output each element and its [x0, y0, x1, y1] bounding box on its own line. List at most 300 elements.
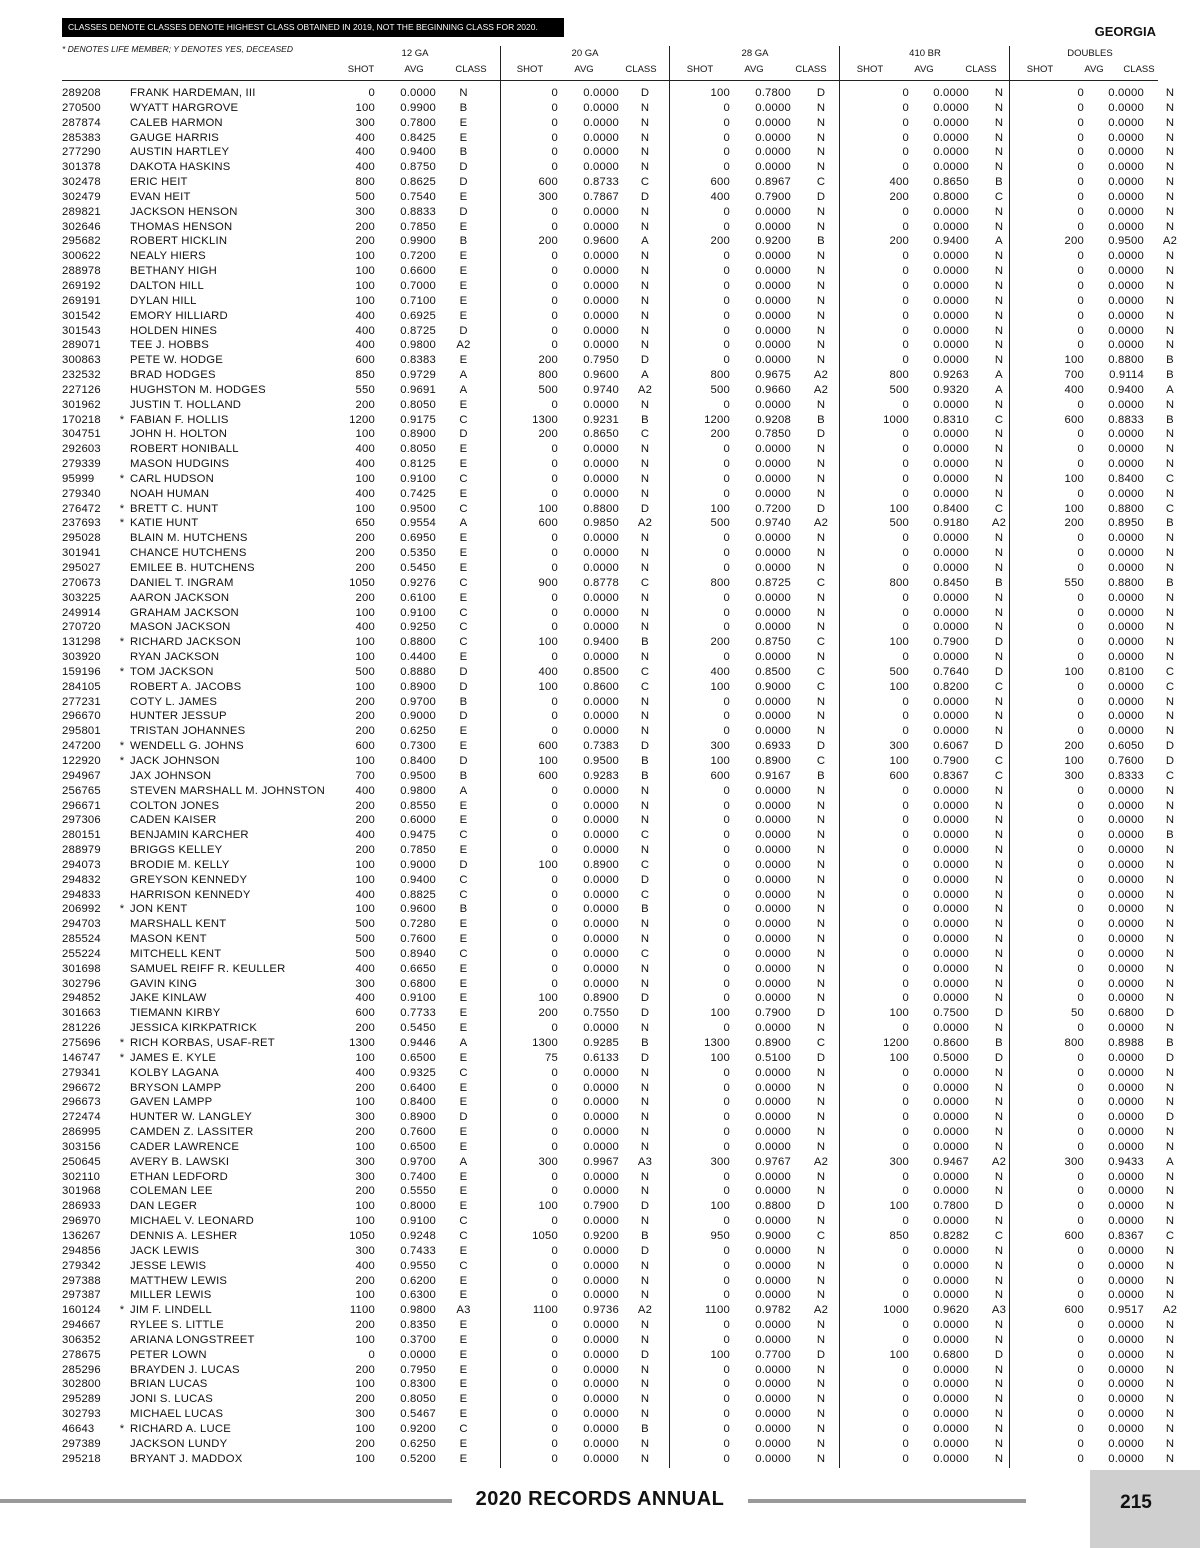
410br-shot: 0	[902, 1422, 909, 1435]
410br-avg: 0.0000	[933, 1170, 969, 1183]
12ga-avg: 0.7100	[400, 294, 436, 307]
410br-avg: 0.0000	[933, 398, 969, 411]
28ga-shot: 0	[723, 977, 730, 990]
doubles-avg: 0.0000	[1108, 1185, 1144, 1198]
20ga-avg: 0.0000	[583, 562, 619, 574]
20ga-avg: 0.0000	[583, 1319, 619, 1332]
28ga-shot: 0	[723, 472, 730, 485]
20ga-class: N	[640, 279, 650, 292]
doubles-class: B	[1166, 576, 1174, 589]
20ga-class: N	[640, 250, 650, 263]
12ga-avg: 0.9100	[400, 1215, 436, 1228]
410br-class: N	[994, 87, 1004, 99]
20ga-class: A	[641, 235, 649, 248]
12ga-avg: 0.8750	[400, 161, 436, 174]
20ga-shot: 0	[551, 814, 558, 827]
28ga-class: N	[816, 1185, 826, 1198]
12ga-avg: 0.9800	[400, 784, 436, 797]
20ga-class: N	[640, 918, 650, 931]
life-mark	[114, 1377, 130, 1392]
20ga-avg: 0.0000	[583, 888, 619, 901]
doubles-avg: 0.0000	[1108, 1081, 1144, 1094]
subheader-shot: SHOT	[347, 64, 375, 75]
28ga-avg: 0.7900	[755, 190, 791, 203]
doubles-class: N	[1165, 205, 1175, 218]
12ga-shot: 200	[355, 1081, 375, 1094]
doubles-class: N	[1165, 1185, 1175, 1198]
doubles-class: N	[1165, 1452, 1175, 1465]
28ga-avg: 0.0000	[755, 1378, 791, 1391]
12ga-shot: 100	[355, 754, 375, 767]
doubles-shot: 300	[1064, 1155, 1084, 1168]
doubles-avg: 0.0000	[1108, 250, 1144, 263]
28ga-shot: 0	[723, 651, 730, 664]
28ga-shot: 0	[723, 858, 730, 871]
28ga-shot: 0	[723, 918, 730, 931]
410br-avg: 0.8600	[933, 1037, 969, 1049]
20ga-shot: 0	[551, 1259, 558, 1272]
doubles-shot: 0	[1077, 992, 1084, 1005]
doubles-class: C	[1165, 680, 1175, 693]
doubles-shot: 0	[1077, 710, 1084, 723]
legend-note: * DENOTES LIFE MEMBER; Y DENOTES YES, DECEASED	[62, 44, 293, 54]
12ga-avg: 0.9250	[400, 621, 436, 634]
member-id: 292603	[62, 443, 101, 456]
20ga-avg: 0.0000	[583, 606, 619, 619]
28ga-class: N	[816, 279, 826, 292]
28ga-shot: 0	[723, 1170, 730, 1183]
20ga-shot: 600	[538, 176, 558, 189]
table-row	[62, 1392, 1196, 1407]
12ga-class: C	[459, 1215, 468, 1228]
12ga-class: E	[459, 1363, 468, 1376]
28ga-avg: 0.0000	[755, 487, 791, 500]
20ga-shot: 0	[551, 87, 558, 99]
410br-shot: 0	[902, 1215, 909, 1228]
20ga-avg: 0.8900	[583, 858, 619, 871]
member-id: 296970	[62, 1215, 101, 1228]
28ga-shot: 0	[723, 1333, 730, 1346]
table-row	[62, 769, 1196, 784]
410br-avg: 0.7900	[933, 636, 969, 649]
doubles-class: N	[1165, 1170, 1175, 1183]
28ga-avg: 0.0000	[755, 250, 791, 263]
member-name: BRYANT J. MADDOX	[130, 1452, 243, 1465]
28ga-shot: 0	[723, 1274, 730, 1287]
12ga-class: B	[459, 101, 468, 114]
doubles-avg: 0.0000	[1108, 621, 1144, 634]
28ga-shot: 500	[710, 517, 730, 530]
28ga-avg: 0.0000	[755, 146, 791, 159]
20ga-shot: 0	[551, 398, 558, 411]
410br-avg: 0.7500	[933, 1007, 969, 1020]
28ga-avg: 0.0000	[755, 443, 791, 456]
12ga-shot: 100	[355, 636, 375, 649]
12ga-shot: 400	[355, 784, 375, 797]
410br-class: N	[994, 784, 1004, 797]
doubles-class: N	[1165, 918, 1175, 931]
life-mark	[114, 932, 130, 947]
28ga-class: N	[816, 1170, 826, 1183]
doubles-shot: 0	[1077, 176, 1084, 189]
410br-avg: 0.0000	[933, 1140, 969, 1153]
28ga-shot: 0	[723, 398, 730, 411]
doubles-avg: 0.0000	[1108, 146, 1144, 159]
table-row	[62, 828, 1196, 843]
member-name: RYLEE S. LITTLE	[130, 1319, 224, 1332]
410br-class: N	[994, 1333, 1004, 1346]
life-mark	[114, 1170, 130, 1185]
410br-avg: 0.0000	[933, 1408, 969, 1421]
28ga-avg: 0.7850	[755, 428, 791, 441]
28ga-shot: 0	[723, 339, 730, 352]
28ga-class: A2	[813, 1155, 829, 1168]
20ga-shot: 0	[551, 1274, 558, 1287]
28ga-shot: 0	[723, 131, 730, 144]
12ga-shot: 500	[355, 665, 375, 678]
member-id: 297388	[62, 1274, 101, 1287]
12ga-shot: 400	[355, 962, 375, 975]
doubles-shot: 0	[1077, 220, 1084, 233]
410br-class: N	[994, 992, 1004, 1005]
20ga-shot: 0	[551, 1348, 558, 1361]
12ga-avg: 0.6650	[400, 962, 436, 975]
28ga-shot: 100	[710, 1051, 730, 1064]
28ga-avg: 0.0000	[755, 161, 791, 174]
life-mark	[114, 813, 130, 828]
12ga-avg: 0.9600	[400, 903, 436, 916]
20ga-class: N	[640, 814, 650, 827]
410br-shot: 0	[902, 87, 909, 99]
28ga-class: C	[816, 636, 826, 649]
table-row	[62, 546, 1196, 561]
20ga-avg: 0.0000	[583, 279, 619, 292]
doubles-class: D	[1165, 1111, 1175, 1124]
doubles-avg: 0.0000	[1108, 161, 1144, 174]
20ga-avg: 0.0000	[583, 844, 619, 857]
12ga-avg: 0.5200	[400, 1452, 436, 1465]
12ga-avg: 0.7850	[400, 220, 436, 233]
member-name: ERIC HEIT	[130, 176, 188, 189]
table-row	[62, 561, 1196, 576]
12ga-class: D	[459, 665, 468, 678]
12ga-class: E	[459, 992, 468, 1005]
table-row	[62, 1377, 1196, 1392]
doubles-avg: 0.0000	[1108, 844, 1144, 857]
life-mark	[114, 1244, 130, 1259]
doubles-avg: 0.0000	[1108, 918, 1144, 931]
28ga-class: N	[816, 1378, 826, 1391]
doubles-shot: 0	[1077, 903, 1084, 916]
doubles-shot: 0	[1077, 947, 1084, 960]
410br-class: N	[994, 1096, 1004, 1109]
28ga-class: N	[816, 1259, 826, 1272]
410br-shot: 800	[889, 369, 909, 382]
doubles-shot: 200	[1064, 517, 1084, 530]
410br-avg: 0.0000	[933, 933, 969, 946]
table-row	[62, 516, 1196, 531]
410br-class: N	[994, 1244, 1004, 1257]
20ga-avg: 0.9500	[583, 754, 619, 767]
subheader-class: CLASS	[1123, 64, 1155, 75]
doubles-shot: 0	[1077, 636, 1084, 649]
410br-class: N	[994, 458, 1004, 471]
doubles-shot: 0	[1077, 1348, 1084, 1361]
member-id: 170218	[62, 413, 101, 426]
20ga-avg: 0.8900	[583, 992, 619, 1005]
12ga-shot: 200	[355, 398, 375, 411]
20ga-shot: 0	[551, 131, 558, 144]
28ga-class: N	[816, 398, 826, 411]
20ga-avg: 0.0000	[583, 116, 619, 129]
12ga-class: E	[459, 294, 468, 307]
12ga-class: A	[459, 369, 468, 382]
life-mark	[114, 620, 130, 635]
doubles-avg: 0.0000	[1108, 977, 1144, 990]
28ga-shot: 0	[723, 1437, 730, 1450]
20ga-class: N	[640, 205, 650, 218]
12ga-avg: 0.8550	[400, 799, 436, 812]
12ga-class: E	[459, 458, 468, 471]
doubles-shot: 0	[1077, 1096, 1084, 1109]
table-row	[62, 606, 1196, 621]
20ga-class: C	[640, 680, 650, 693]
12ga-shot: 1200	[349, 413, 375, 426]
doubles-class: N	[1165, 339, 1175, 352]
410br-shot: 1200	[883, 1037, 909, 1049]
410br-avg: 0.8400	[933, 502, 969, 515]
member-id: 289208	[62, 87, 101, 99]
12ga-avg: 0.8900	[400, 680, 436, 693]
doubles-shot: 0	[1077, 1408, 1084, 1421]
20ga-class: D	[640, 87, 650, 99]
12ga-shot: 500	[355, 947, 375, 960]
12ga-avg: 0.7950	[400, 1363, 436, 1376]
life-mark: *	[119, 1304, 125, 1317]
12ga-avg: 0.8825	[400, 888, 436, 901]
doubles-shot: 0	[1077, 116, 1084, 129]
410br-avg: 0.0000	[933, 873, 969, 886]
12ga-avg: 0.9175	[400, 413, 436, 426]
12ga-shot: 200	[355, 1126, 375, 1139]
12ga-class: C	[459, 502, 468, 515]
28ga-shot: 0	[723, 591, 730, 604]
28ga-avg: 0.5100	[755, 1051, 791, 1064]
doubles-avg: 0.8333	[1108, 769, 1144, 782]
life-mark	[114, 294, 130, 309]
12ga-class: E	[459, 1274, 468, 1287]
28ga-avg: 0.6933	[755, 740, 791, 753]
410br-avg: 0.0000	[933, 487, 969, 500]
doubles-avg: 0.8800	[1108, 576, 1144, 589]
410br-shot: 100	[889, 1200, 909, 1213]
member-name: JAMES E. KYLE	[130, 1051, 217, 1064]
member-name: PETE W. HODGE	[130, 354, 223, 367]
28ga-avg: 0.0000	[755, 799, 791, 812]
12ga-shot: 200	[355, 532, 375, 545]
28ga-avg: 0.0000	[755, 591, 791, 604]
410br-avg: 0.0000	[933, 858, 969, 871]
table-row	[62, 1081, 1196, 1096]
28ga-avg: 0.9000	[755, 1229, 791, 1242]
410br-avg: 0.0000	[933, 947, 969, 960]
20ga-avg: 0.0000	[583, 1140, 619, 1153]
410br-avg: 0.0000	[933, 265, 969, 278]
12ga-class: E	[459, 1333, 468, 1346]
doubles-class: N	[1165, 933, 1175, 946]
20ga-class: N	[640, 101, 650, 114]
doubles-class: N	[1165, 1244, 1175, 1257]
doubles-class: N	[1165, 458, 1175, 471]
410br-avg: 0.0000	[933, 324, 969, 337]
12ga-shot: 200	[355, 1185, 375, 1198]
table-row	[62, 1214, 1196, 1229]
20ga-avg: 0.0000	[583, 829, 619, 842]
member-id: 227126	[62, 383, 101, 396]
doubles-avg: 0.0000	[1108, 962, 1144, 975]
12ga-shot: 400	[355, 829, 375, 842]
410br-shot: 0	[902, 1066, 909, 1079]
12ga-class: E	[459, 1051, 468, 1064]
member-id: 297387	[62, 1289, 101, 1302]
header-banner: CLASSES DENOTE CLASSES DENOTE HIGHEST CLASS OBTAINED IN 2019, NOT THE BEGINNING CLASS FOR 2020.	[62, 18, 564, 37]
410br-shot: 0	[902, 398, 909, 411]
410br-class: N	[994, 799, 1004, 812]
410br-shot: 1000	[883, 1304, 909, 1317]
life-mark: *	[119, 740, 125, 753]
20ga-shot: 0	[551, 725, 558, 738]
doubles-class: N	[1165, 1215, 1175, 1228]
28ga-class: N	[816, 947, 826, 960]
doubles-shot: 0	[1077, 591, 1084, 604]
12ga-shot: 100	[355, 1422, 375, 1435]
12ga-shot: 100	[355, 502, 375, 515]
doubles-class: C	[1165, 502, 1175, 515]
20ga-shot: 100	[538, 858, 558, 871]
doubles-avg: 0.0000	[1108, 190, 1144, 203]
12ga-avg: 0.7800	[400, 116, 436, 129]
12ga-shot: 1300	[349, 1037, 375, 1049]
28ga-shot: 0	[723, 101, 730, 114]
12ga-class: E	[459, 1022, 468, 1035]
28ga-avg: 0.0000	[755, 1244, 791, 1257]
member-name: DANIEL T. INGRAM	[130, 576, 234, 589]
doubles-class: N	[1165, 992, 1175, 1005]
20ga-class: N	[640, 562, 650, 574]
28ga-shot: 100	[710, 1007, 730, 1020]
28ga-shot: 0	[723, 1096, 730, 1109]
doubles-avg: 0.0000	[1108, 1244, 1144, 1257]
20ga-avg: 0.0000	[583, 339, 619, 352]
410br-shot: 0	[902, 428, 909, 441]
20ga-avg: 0.0000	[583, 1170, 619, 1183]
12ga-class: C	[459, 636, 468, 649]
table-row	[62, 338, 1196, 353]
doubles-shot: 0	[1077, 1289, 1084, 1302]
doubles-shot: 0	[1077, 1126, 1084, 1139]
410br-shot: 0	[902, 250, 909, 263]
20ga-avg: 0.9400	[583, 636, 619, 649]
doubles-class: N	[1165, 265, 1175, 278]
member-id: 249914	[62, 606, 101, 619]
28ga-shot: 0	[723, 265, 730, 278]
410br-shot: 0	[902, 131, 909, 144]
table-row	[62, 220, 1196, 235]
20ga-shot: 100	[538, 680, 558, 693]
20ga-shot: 100	[538, 636, 558, 649]
table-row	[62, 279, 1196, 294]
member-id: 278675	[62, 1348, 101, 1361]
12ga-class: D	[459, 1111, 468, 1124]
12ga-class: E	[459, 918, 468, 931]
20ga-class: N	[640, 977, 650, 990]
member-name: JESSE LEWIS	[130, 1259, 207, 1272]
20ga-class: N	[640, 1289, 650, 1302]
member-id: 279339	[62, 458, 101, 471]
28ga-shot: 0	[723, 354, 730, 367]
member-id: 296673	[62, 1096, 101, 1109]
410br-shot: 0	[902, 309, 909, 322]
28ga-avg: 0.0000	[755, 1259, 791, 1272]
doubles-shot: 0	[1077, 1259, 1084, 1272]
member-id: 280151	[62, 829, 101, 842]
doubles-class: N	[1165, 1066, 1175, 1079]
410br-class: N	[994, 1319, 1004, 1332]
doubles-shot: 600	[1064, 1229, 1084, 1242]
subheader-shot: SHOT	[516, 64, 544, 75]
12ga-class: C	[459, 1422, 468, 1435]
doubles-avg: 0.0000	[1108, 1126, 1144, 1139]
28ga-avg: 0.0000	[755, 1393, 791, 1406]
20ga-class: N	[640, 324, 650, 337]
doubles-class: N	[1165, 190, 1175, 203]
20ga-shot: 0	[551, 1081, 558, 1094]
410br-class: N	[994, 532, 1004, 545]
12ga-class: E	[459, 190, 468, 203]
28ga-class: N	[816, 205, 826, 218]
member-name: FRANK HARDEMAN, III	[130, 87, 256, 99]
member-name: JONI S. LUCAS	[130, 1393, 213, 1406]
12ga-avg: 0.9800	[400, 1304, 436, 1317]
12ga-avg: 0.7433	[400, 1244, 436, 1257]
doubles-avg: 0.8100	[1108, 665, 1144, 678]
20ga-shot: 0	[551, 933, 558, 946]
28ga-class: A2	[813, 369, 829, 382]
doubles-avg: 0.0000	[1108, 710, 1144, 723]
28ga-avg: 0.0000	[755, 1319, 791, 1332]
12ga-shot: 400	[355, 131, 375, 144]
12ga-shot: 200	[355, 562, 375, 574]
12ga-avg: 0.9800	[400, 339, 436, 352]
410br-avg: 0.0000	[933, 1066, 969, 1079]
12ga-shot: 800	[355, 176, 375, 189]
12ga-shot: 200	[355, 710, 375, 723]
28ga-avg: 0.0000	[755, 710, 791, 723]
410br-class: N	[994, 1274, 1004, 1287]
12ga-avg: 0.8050	[400, 398, 436, 411]
member-name: JOHN H. HOLTON	[130, 428, 228, 441]
410br-avg: 0.0000	[933, 443, 969, 456]
life-mark	[114, 427, 130, 442]
member-id: 295218	[62, 1452, 101, 1465]
12ga-avg: 0.8000	[400, 1200, 436, 1213]
410br-shot: 0	[902, 1081, 909, 1094]
410br-avg: 0.0000	[933, 829, 969, 842]
member-name: MARSHALL KENT	[130, 918, 227, 931]
table-row	[62, 991, 1196, 1006]
28ga-class: C	[816, 576, 826, 589]
20ga-shot: 0	[551, 443, 558, 456]
